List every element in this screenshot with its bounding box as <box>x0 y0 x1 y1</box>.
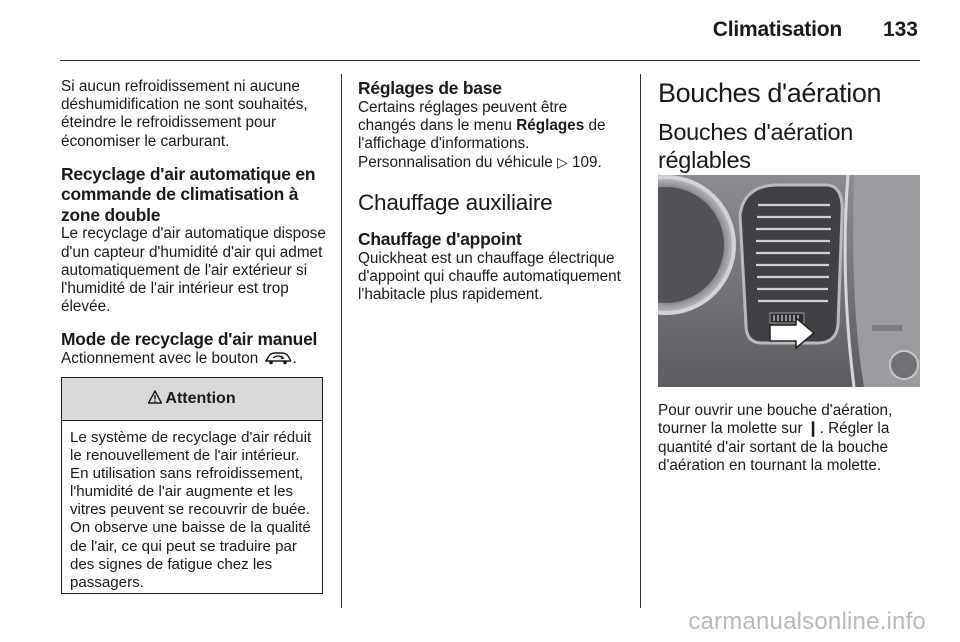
page-number: 133 <box>882 18 918 41</box>
section-title-auto-recirculation: Recyclage d'air automatique en commande de climatisation à zone double <box>61 163 316 225</box>
attention-text: Le système de recyclage d'air réduit le renouvellement de l'air intérieur. En utilisation sans refroidissement, l'humidité de l'air augmente et les vitres peuvent se recouvrir de buée. On observe une baisse de la qualité de l'air, ce qui peut se traduire par des signes de fatigue chez les passagers. <box>70 429 312 591</box>
chapter-title: Climatisation <box>712 18 842 41</box>
header-divider <box>60 60 920 61</box>
recirculation-car-icon <box>263 351 293 370</box>
section-title-auxiliary-heating: Chauffage auxiliaire <box>358 190 553 216</box>
air-vent-photo <box>658 175 920 387</box>
page-header <box>0 0 960 62</box>
manual-recirculation-text: Actionnement avec le bouton <box>61 349 259 367</box>
manual-recirculation-body <box>61 350 326 370</box>
section-title-base-settings: Réglages de base <box>358 78 502 98</box>
column-3 <box>658 78 920 174</box>
attention-header <box>62 378 322 421</box>
photo-caption <box>658 402 920 476</box>
base-settings-body <box>358 99 624 173</box>
column-divider-1 <box>341 74 342 608</box>
attention-body <box>62 421 322 592</box>
intro-paragraph: Si aucun refroidissement ni aucune déshumidification ne sont souhaités, éteindre le refroidissement pour économiser le carburant. <box>61 78 308 150</box>
page-reference-arrow-icon: ▷ <box>557 154 568 171</box>
section-title-manual-recirculation: Mode de recyclage d'air manuel <box>61 329 318 350</box>
section-title-supplementary-heating: Chauffage d'appoint <box>358 229 522 250</box>
column-2 <box>358 78 624 304</box>
auto-recirculation-body: Le recyclage d'air automatique dispose d'un capteur d'humidité d'air qui admet automatiquement de l'air extérieur si l'humidité de l'air intérieur est trop élevée. <box>61 225 326 316</box>
column-divider-2 <box>640 74 641 608</box>
settings-menu-term: Réglages <box>516 116 585 134</box>
attention-box <box>61 377 323 594</box>
supplementary-heating-body: Quickheat est un chauffage électrique d'appoint qui chauffe automatiquement l'habitacle plus rapidement. <box>358 249 621 304</box>
manual-recirculation-end: . <box>292 349 297 367</box>
base-settings-text-b: de l'affichage d'informations. Personnalisation du véhicule <box>358 116 606 172</box>
section-title-air-vents: Bouches d'aération <box>658 78 882 108</box>
attention-title: Attention <box>165 390 236 407</box>
watermark: carmanualsonline.info <box>688 608 926 635</box>
page-reference[interactable]: 109. <box>572 154 602 172</box>
base-settings-text-a: Certains réglages peuvent être changés dans le menu <box>358 98 568 134</box>
vent-caption-text: Pour ouvrir une bouche d'aération, tourner la molette sur ❙. Régler la quantité d'air sortant de la bouche d'aération en tournant la molette. <box>658 402 893 475</box>
column-1 <box>61 78 326 370</box>
section-title-adjustable-vents: Bouches d'aération réglables <box>658 119 854 173</box>
warning-triangle-icon <box>148 390 165 409</box>
